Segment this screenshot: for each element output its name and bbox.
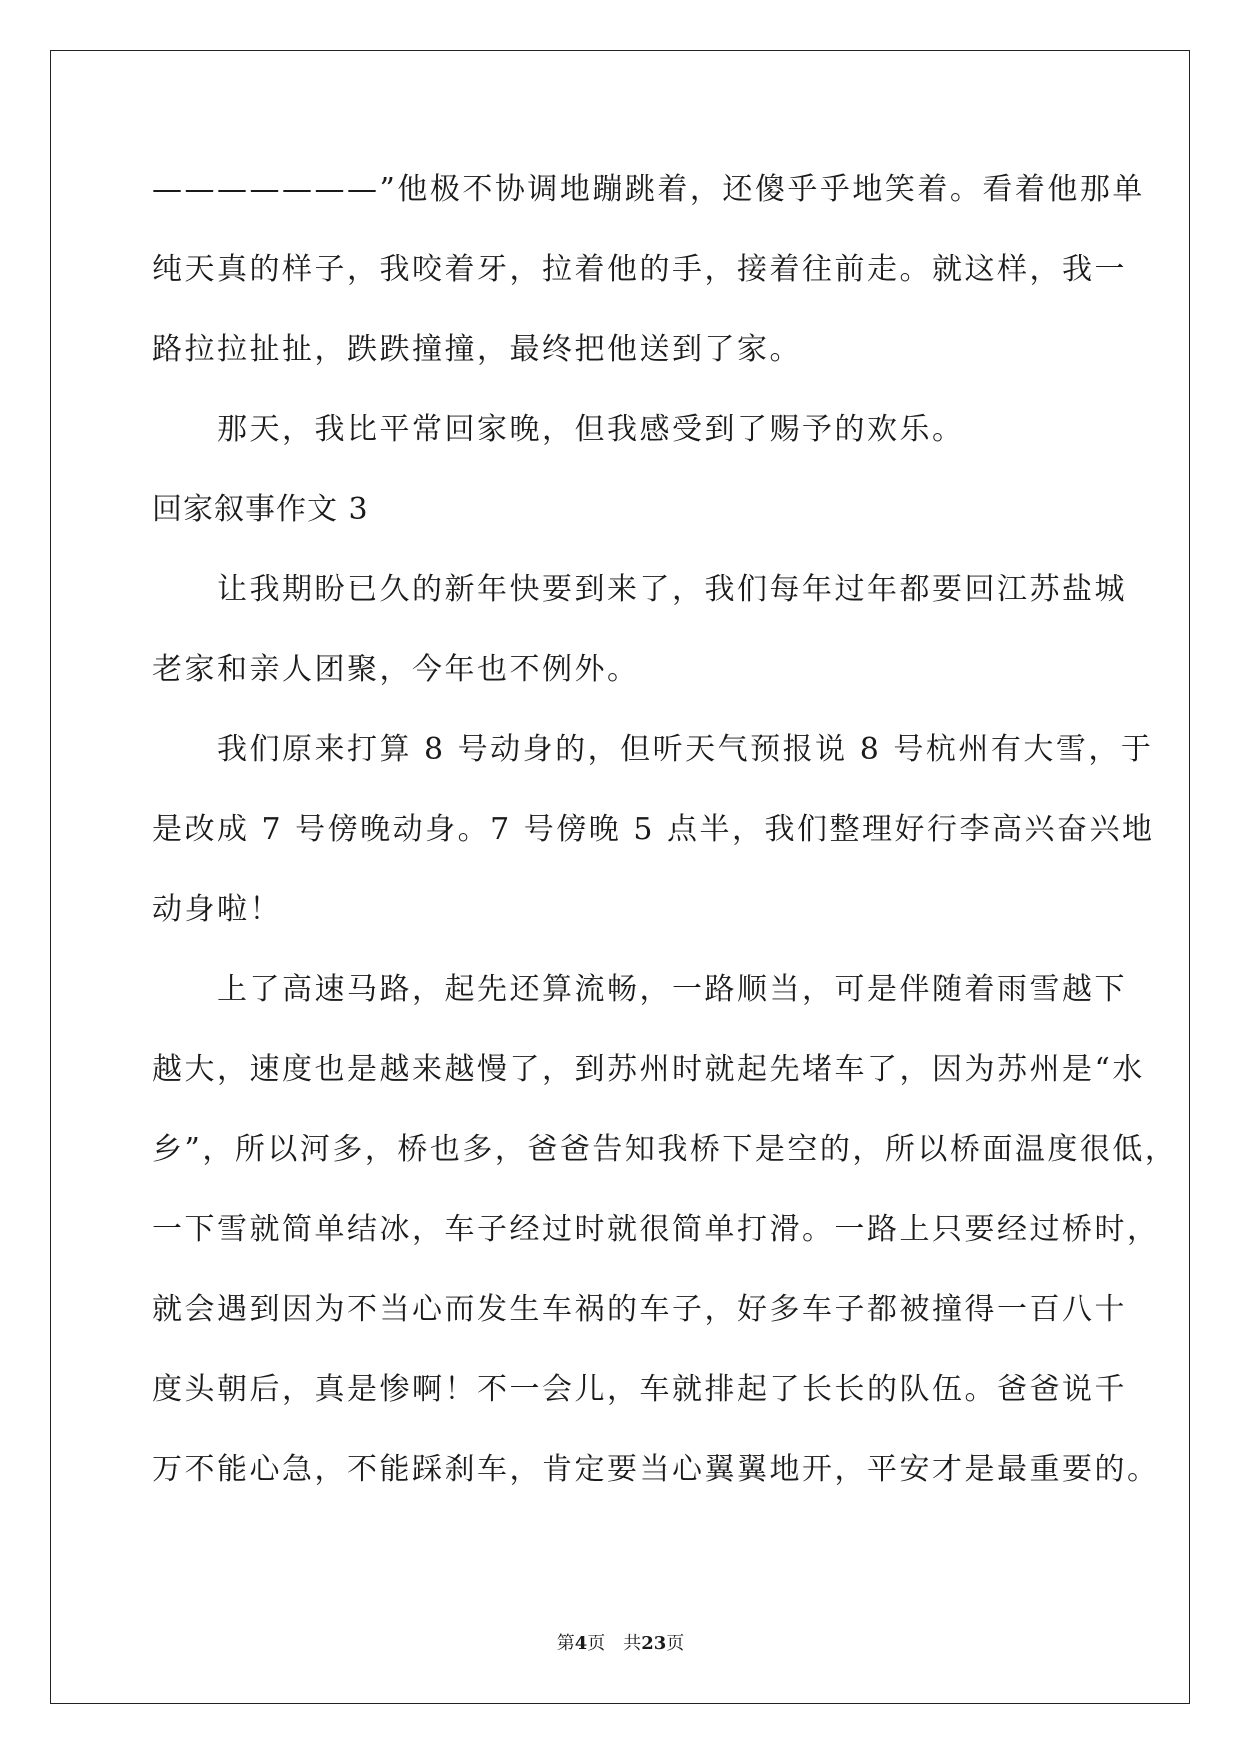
text-line: 度头朝后，真是惨啊！不一会儿，车就排起了长长的队伍。爸爸说千 xyxy=(152,1372,1127,1407)
text-line: 我们原来打算 8 号动身的，但听天气预报说 8 号杭州有大雪，于 xyxy=(152,732,1154,767)
footer-suffix: 页 xyxy=(666,1633,685,1654)
text-line: 让我期盼已久的新年快要到来了，我们每年过年都要回江苏盐城 xyxy=(152,572,1127,607)
text-line: 上了高速马路，起先还算流畅，一路顺当，可是伴随着雨雪越下 xyxy=(152,972,1127,1007)
page-footer xyxy=(0,1629,1241,1655)
footer-prefix: 第 xyxy=(556,1633,575,1654)
text-line: ———————”他极不协调地蹦跳着，还傻乎乎地笑着。看着他那单 xyxy=(152,172,1145,207)
text-line: 就会遇到因为不当心而发生车祸的车子，好多车子都被撞得一百八十 xyxy=(152,1292,1127,1327)
text-line: 纯天真的样子，我咬着牙，拉着他的手，接着往前走。就这样，我一 xyxy=(152,252,1127,287)
text-line: 越大，速度也是越来越慢了，到苏州时就起先堵车了，因为苏州是“水 xyxy=(152,1052,1145,1087)
total-page-number: 23 xyxy=(641,1633,667,1654)
document-body xyxy=(152,160,1178,1520)
current-page-number: 4 xyxy=(574,1633,588,1654)
text-line: 乡”，所以河多，桥也多，爸爸告知我桥下是空的，所以桥面温度很低， xyxy=(152,1132,1178,1167)
text-line: 路拉拉扯扯，跌跌撞撞，最终把他送到了家。 xyxy=(152,332,802,367)
text-line: 动身啦！ xyxy=(152,892,282,927)
footer-mid: 页 共 xyxy=(587,1633,642,1654)
text-line: 一下雪就简单结冰，车子经过时就很简单打滑。一路上只要经过桥时， xyxy=(152,1212,1160,1247)
text-line: 是改成 7 号傍晚动身。7 号傍晚 5 点半，我们整理好行李高兴奋兴地 xyxy=(152,812,1155,847)
section-heading: 回家叙事作文 3 xyxy=(152,492,369,527)
text-line: 万不能心急，不能踩刹车，肯定要当心翼翼地开，平安才是最重要的。 xyxy=(152,1452,1160,1487)
text-line: 老家和亲人团聚，今年也不例外。 xyxy=(152,652,640,687)
text-line: 那天，我比平常回家晚，但我感受到了赐予的欢乐。 xyxy=(152,412,965,447)
